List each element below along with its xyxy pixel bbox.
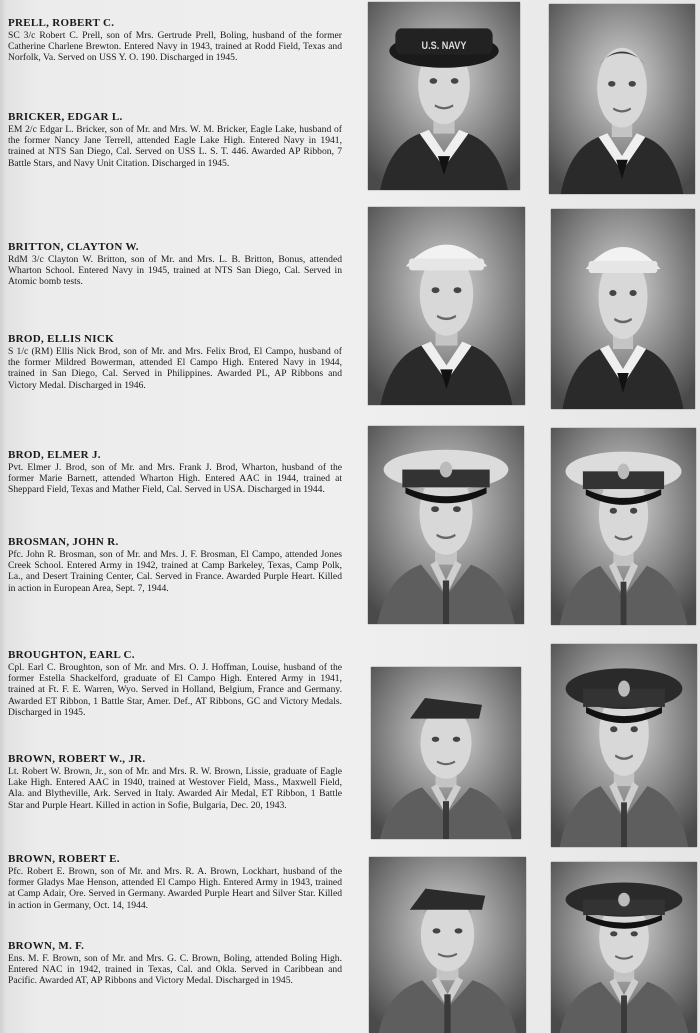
entry-name: BROSMAN, JOHN R. — [8, 536, 119, 548]
entry-name: BRITTON, CLAYTON W. — [8, 241, 139, 253]
entry-bio: Pvt. Elmer J. Brod, son of Mr. and Mrs. Frank J. Brod, Wharton, husband of the former Marie Barnett, attended Wharton High. Entered AAC in 1944, trained at Sheppard Field, Texas and Mather Field, Cal. Served in USA. Discharged in 1944. — [8, 462, 342, 496]
entry-bio: Pfc. John R. Brosman, son of Mr. and Mrs. J. F. Brosman, El Campo, attended Jones Creek School. Entered Army in 1942, trained at Camp Barkeley, Texas, Camp Polk, La., and Desert Training Center, Cal. Served in France. Awarded Purple Heart. Killed in action in European Area, Sept. 7, 1944. — [8, 549, 342, 594]
portrait-photo — [549, 4, 695, 194]
entry-bio: Ens. M. F. Brown, son of Mr. and Mrs. G. C. Brown, Boling, attended Boling High. Entered NAC in 1942, trained in Texas, Cal. and Okla. Served in Caribbean and Pacific. Awarded AT, AP Ribbons and Victory Medal. Discharged in 1945. — [8, 953, 342, 987]
portrait-photo — [368, 426, 524, 624]
portrait-photo — [551, 644, 697, 847]
portrait-photo — [368, 207, 525, 405]
entry-bio: EM 2/c Edgar L. Bricker, son of Mr. and Mrs. W. M. Bricker, Eagle Lake, husband of the former Nancy Jane Terrell, attended Eagle Lake High. Entered Navy in 1941, trained at NTS San Diego, Cal. Served on USS L. S. T. 446. Awarded AP Ribbon, 7 Battle Stars, and Navy Unit Citation. Discharged in 1945. — [8, 124, 342, 169]
entry-brown-m-f — [8, 940, 342, 987]
portrait-photo — [551, 209, 695, 409]
entry-bricker — [8, 111, 342, 169]
entry-bio: Cpl. Earl C. Broughton, son of Mr. and Mrs. O. J. Hoffman, Louise, husband of the former Estella Shackelford, graduate of El Campo High. Entered Army in 1941, trained at Ft. F. E. Warren, Wyo. Served in Holland, Belgium, France and Germany. Awarded ET Ribbon, 1 Battle Star, Amer. Def., AT Ribbons, GC and Victory Medals. Discharged in 1945. — [8, 662, 342, 718]
entry-name: BROWN, ROBERT E. — [8, 853, 120, 865]
entry-name: BROWN, M. F. — [8, 940, 85, 952]
entry-brown-robert-e — [8, 853, 342, 911]
entry-brown-robert-w — [8, 753, 342, 811]
entry-prell — [8, 17, 342, 64]
entry-broughton — [8, 649, 342, 718]
portrait-photo — [551, 862, 697, 1033]
entry-name: BROD, ELMER J. — [8, 449, 101, 461]
entry-bio: SC 3/c Robert C. Prell, son of Mrs. Gertrude Prell, Boling, husband of the former Catherine Charlene Brewton. Entered Navy in 1943, trained at Rodd Field, Texas and Norfolk, Va. Served on USS Y. O. 190. Discharged in 1945. — [8, 30, 342, 64]
entry-name: BROD, ELLIS NICK — [8, 333, 114, 345]
entry-brosman — [8, 536, 342, 594]
entry-bio: Pfc. Robert E. Brown, son of Mr. and Mrs. R. A. Brown, Lockhart, husband of the former Gladys Mae Henson, attended El Campo High. Entered Army in 1943, trained at Camp Adair, Ore. Served in Germany. Awarded Purple Heart and Silver Star. Killed in action in Germany, Oct. 14, 1944. — [8, 866, 342, 911]
portrait-photo — [368, 2, 520, 190]
entry-brod-elmer — [8, 449, 342, 496]
portrait-photo — [369, 857, 526, 1033]
entry-britton — [8, 241, 342, 288]
svg-text:U.S. NAVY: U.S. NAVY — [421, 40, 467, 53]
portrait-photo — [551, 428, 696, 625]
entry-bio: S 1/c (RM) Ellis Nick Brod, son of Mr. and Mrs. Felix Brod, El Campo, husband of the former Mildred Bowerman, attended El Campo High. Entered Navy in 1944, trained in San Diego, Cal. Served in Philippines. Awarded PL, AP Ribbons and Victory Medal. Discharged in 1946. — [8, 346, 342, 391]
entry-bio: RdM 3/c Clayton W. Britton, son of Mr. and Mrs. L. B. Britton, Bonus, attended Wharton School. Entered Navy in 1945, trained at NTS San Diego, Cal. Served in Atomic bomb tests. — [8, 254, 342, 288]
portrait-photo — [371, 667, 521, 839]
entry-name: BROUGHTON, EARL C. — [8, 649, 135, 661]
entry-brod-ellis — [8, 333, 342, 391]
entry-bio: Lt. Robert W. Brown, Jr., son of Mr. and Mrs. R. W. Brown, Lissie, graduate of Eagle Lake High. Entered AAC in 1940, trained at Westover Field, Mass., Maxwell Field, Ala. and Blytheville, Ark. Served in Italy. Awarded Air Medal, ET Ribbon, 1 Battle Star and Purple Heart. Killed in action in Sofie, Bulgaria, Dec. 20, 1943. — [8, 766, 342, 811]
entry-name: BRICKER, EDGAR L. — [8, 111, 123, 123]
entry-name: PRELL, ROBERT C. — [8, 17, 115, 29]
entry-name: BROWN, ROBERT W., JR. — [8, 753, 146, 765]
